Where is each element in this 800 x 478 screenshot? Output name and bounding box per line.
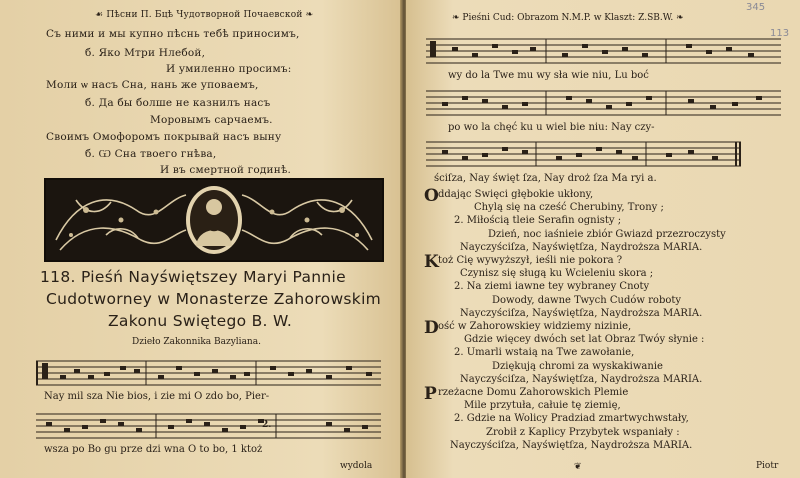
song-title-line: Cudotworney w Monasterze Zahorowskim xyxy=(46,290,382,308)
verse-line: ość w Zahorowskiey widziemy nizinie, xyxy=(438,321,632,332)
music-staff xyxy=(426,86,781,120)
drop-cap: P xyxy=(424,384,437,404)
song-title-line: 118. Pieśń Nayświętszey Maryi Pannie xyxy=(40,268,346,286)
music-staff xyxy=(426,137,741,171)
song-subtitle: Dzieło Zakonnika Bazyliana. xyxy=(132,337,261,347)
left-header: ☙ Пѣсни П. Бцѣ Чудотворной Почаевской ❧ xyxy=(95,10,314,20)
verse-line: toż Cię wywyższył, ieśli nie pokora ? xyxy=(438,255,623,266)
verse-line: Chylą się na cześć Cherubiny, Trony ; xyxy=(474,202,664,214)
woodcut-ornament xyxy=(44,178,384,262)
music-staff xyxy=(426,34,781,68)
catchword: Piotr xyxy=(756,461,779,471)
cyr-line: Моровымъ сарчаемъ. xyxy=(150,114,273,126)
verse-line: 2. Miłością tleie Serafin ognisty ; xyxy=(454,215,622,227)
fleuron-icon: ❦ xyxy=(574,462,582,472)
verse-line: Dowody, dawne Twych Cudów roboty xyxy=(492,294,682,306)
verse-line: Nayczyściſza, Nayświętſza, Naydroższa MARIA. xyxy=(460,241,703,253)
music-staff xyxy=(36,355,381,391)
verse-line: Zrobił z Kaplicy Przybytek wspaniały : xyxy=(486,426,680,438)
cyr-line: Моли ѡ насъ Сна, нань же уповаемъ, xyxy=(46,79,259,91)
verse-line: 2. Umarli wstaią na Twe zawołanie, xyxy=(454,347,635,359)
cyr-line: И въ смертной годинѣ. xyxy=(160,164,292,176)
verse-line: Gdzie więcey dwóch set lat Obraz Twóy słynie : xyxy=(464,334,705,346)
lyrics-line: Nay mil sza Nie bios, i zie mi O zdo bo, Pier- xyxy=(44,391,270,402)
verse-line: Nayczyściſza, Nayświętſza, Naydroższa MARIA. xyxy=(450,439,693,451)
verse-line: ddając Swięci głębokie ukłony, xyxy=(438,189,594,200)
drop-cap: D xyxy=(424,318,439,338)
cyr-line: И умиленно просимъ: xyxy=(166,63,292,75)
cyr-line: б. Ѡ Сна твоего гнѣва, xyxy=(85,148,217,160)
cyr-line: б. Яко Мтри Нлебой, xyxy=(85,47,206,59)
verse-line: Czynisz się sługą ku Wcieleniu skora ; xyxy=(460,268,654,280)
right-header: ❧ Pieśni Cud: Obrazom N.M.P. w Klaszt: Z.SB.W. ❧ xyxy=(452,13,684,23)
drop-cap: O xyxy=(424,186,439,206)
drop-cap: K xyxy=(424,252,439,272)
lyrics-line: ściſza, Nay święt ſza, Nay droż ſza Ma ryi a. xyxy=(434,173,657,184)
right-page xyxy=(406,0,800,478)
verse-marker: 2. xyxy=(262,420,272,430)
music-staff xyxy=(36,408,381,444)
pencil-note: 113 xyxy=(770,28,790,39)
pencil-note: 345 xyxy=(746,2,766,13)
verse-line: 2. Na ziemi iawne tey wybraney Cnoty xyxy=(454,281,650,293)
lyrics-line: wsza po Bo gu prze dzi wna O to bo, 1 ktoż xyxy=(44,444,263,455)
catchword: wydola xyxy=(340,461,373,471)
cyr-line: Своимъ Омофоромъ покрывай насъ выну xyxy=(46,131,282,143)
verse-line: Nayczyściſza, Nayświętſza, Naydroższa MARIA. xyxy=(460,307,703,319)
verse-line: Dziękują chromi za wyskakiwanie xyxy=(492,360,663,372)
lyrics-line: wy do la Twe mu wy sła wie niu, Lu boć xyxy=(448,70,649,81)
verse-line: 2. Gdzie na Wolicy Pradziad zmartwychwstały, xyxy=(454,413,689,425)
cyr-line: б. Да бы болше не казнилъ насъ xyxy=(85,97,271,109)
lyrics-line: po wo la chęć ku u wiel bie niu: Nay czy- xyxy=(448,122,655,133)
woodcut-image xyxy=(46,180,382,260)
verse-line: Nayczyściſza, Nayświętſza, Naydroższa MARIA. xyxy=(460,373,703,385)
cyr-line: Съ ними и мы купно пѣснь тебѣ приносимъ, xyxy=(46,28,300,40)
verse-line: Mile przytuła, całuie tę ziemię, xyxy=(464,400,621,412)
verse-line: rzeżacne Domu Zahorowskich Plemie xyxy=(438,387,629,398)
verse-line: Dzień, noc iaśnieie zbiór Gwiazd przezroczysty xyxy=(488,228,726,240)
song-title-line: Zakonu Swiętego B. W. xyxy=(108,312,293,330)
